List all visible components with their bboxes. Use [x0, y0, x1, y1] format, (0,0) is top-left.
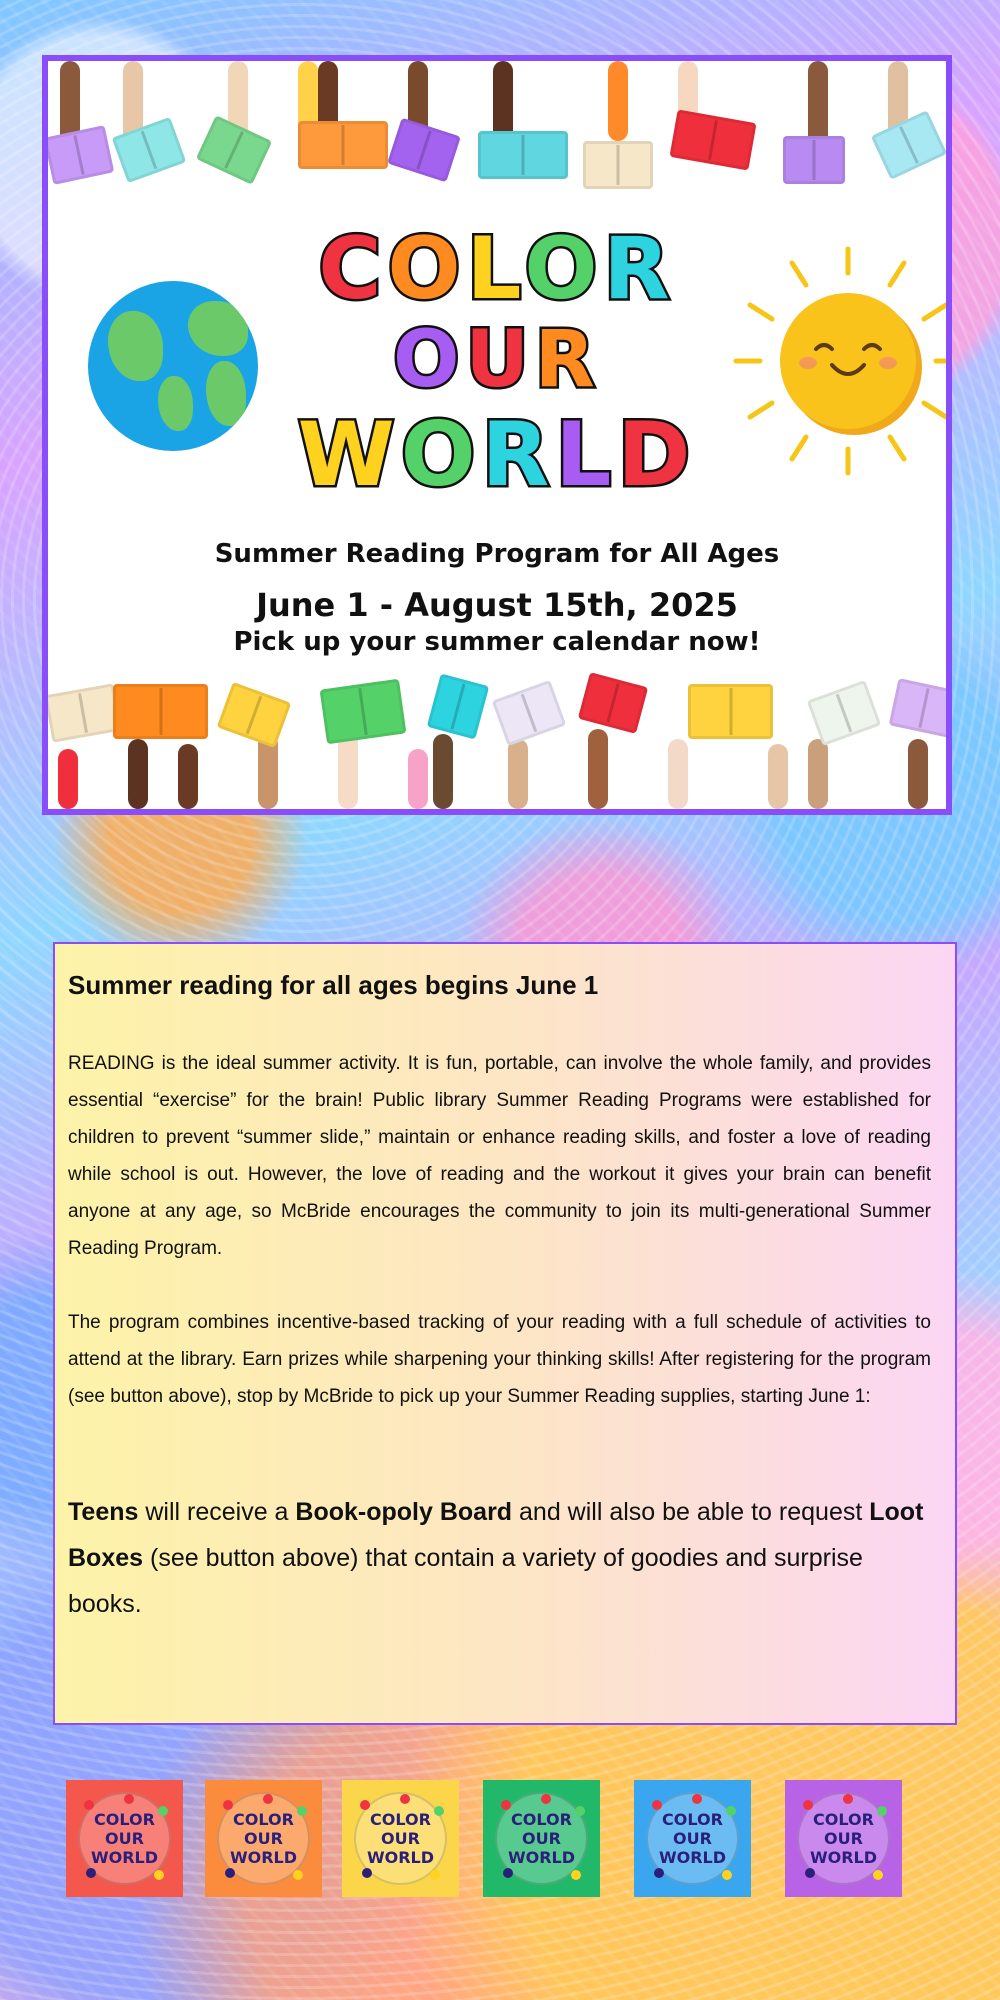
book-icon: [44, 125, 115, 185]
arm-illustration: [768, 744, 788, 809]
loot-boxes-label: Loot Boxes: [68, 1498, 924, 1572]
title-letter: O: [400, 403, 482, 506]
decorative-dot: [400, 1794, 410, 1804]
arm-illustration: [588, 729, 608, 809]
arm-illustration: [508, 739, 528, 809]
calendar-call-to-action: Pick up your summer calendar now!: [233, 627, 761, 657]
decorative-dot: [692, 1794, 702, 1804]
title-letter: U: [465, 315, 535, 405]
title-letter: L: [555, 403, 618, 506]
decorative-dot: [541, 1794, 551, 1804]
decorative-dot: [263, 1794, 273, 1804]
title-letter: R: [481, 403, 556, 506]
arm-illustration: [808, 739, 828, 809]
badge-text: WORLD: [366, 1848, 435, 1867]
teens-paragraph: [68, 1489, 931, 1627]
arm-illustration: [668, 739, 688, 809]
decorative-dot: [501, 1800, 511, 1810]
decorative-dot: [654, 1868, 664, 1878]
book-icon: [578, 672, 648, 734]
book-icon: [783, 136, 845, 184]
decorative-dot: [360, 1800, 370, 1810]
book-icon: [44, 683, 121, 742]
program-dates: June 1 - August 15th, 2025: [256, 586, 738, 624]
decorative-dot: [873, 1870, 883, 1880]
color-our-world-badge: [342, 1780, 459, 1897]
arm-illustration: [408, 749, 428, 809]
decorative-dot: [430, 1870, 440, 1880]
title-letter: R: [603, 219, 676, 319]
badge-text: OUR: [105, 1829, 144, 1848]
book-icon: [320, 679, 407, 745]
intro-paragraph: READING is the ideal summer activity. It is fun, portable, can involve the whole family, and provides essential “exercise” for the brain! Public library Summer Reading Programs were established for children to prevent “summer slide,” maintain or enhance reading skills, and foster a love of reading while school is out. However, the love of reading and the workout it gives your brain can benefit anyone at any age, so McBride encourages the community to join its multi-generational Summer Reading Program.: [68, 1053, 931, 1259]
color-our-world-badge: [205, 1780, 322, 1897]
summer-reading-info-card: [53, 942, 957, 1725]
program-paragraph: The program combines incentive-based tracking of your reading with a full schedule of activities to attend at the library. Earn prizes while sharpening your thinking skills! After registering for the program (see button above), stop by McBride to pick up your Summer Reading supplies, starting June 1:: [68, 1312, 931, 1407]
arm-illustration: [58, 749, 78, 809]
decorative-dot: [805, 1868, 815, 1878]
decorative-dot: [362, 1868, 372, 1878]
section-heading: Summer reading for all ages begins June 1: [68, 970, 599, 1000]
book-icon: [688, 684, 773, 739]
teens-label: Teens: [68, 1498, 139, 1526]
book-icon: [196, 115, 272, 185]
badge-text: OUR: [381, 1829, 420, 1848]
arm-illustration: [128, 739, 148, 809]
arm-illustration: [908, 739, 928, 809]
decorative-dot: [223, 1800, 233, 1810]
badge-text: WORLD: [809, 1848, 878, 1867]
title-letter: R: [534, 315, 601, 405]
badge-text: COLOR: [233, 1810, 294, 1829]
title-letter: O: [387, 219, 467, 319]
badge-text: COLOR: [813, 1810, 874, 1829]
smiling-sun-icon: [728, 241, 952, 481]
decorative-dot: [652, 1800, 662, 1810]
badge-text: COLOR: [662, 1810, 723, 1829]
program-banner: [42, 55, 952, 815]
title-letter: C: [318, 219, 388, 319]
badge-text: OUR: [244, 1829, 283, 1848]
title-letter: D: [617, 403, 697, 506]
badge-text: OUR: [824, 1829, 863, 1848]
color-our-world-badge: [66, 1780, 183, 1897]
color-our-world-badge: [785, 1780, 902, 1897]
decorative-dot: [503, 1868, 513, 1878]
badge-text: OUR: [673, 1829, 712, 1848]
badge-text: COLOR: [511, 1810, 572, 1829]
arm-illustration: [178, 744, 198, 809]
badge-text: WORLD: [658, 1848, 727, 1867]
program-subtitle: Summer Reading Program for All Ages: [214, 539, 780, 569]
decorative-dot: [86, 1868, 96, 1878]
arm-illustration: [433, 734, 453, 809]
title-letter: O: [524, 219, 604, 319]
title-letter: O: [393, 315, 466, 405]
title-letter: W: [297, 403, 401, 506]
book-icon: [478, 131, 568, 179]
title-letter: L: [466, 219, 525, 319]
color-our-world-badge: [634, 1780, 751, 1897]
decorative-dot: [293, 1870, 303, 1880]
decorative-dot: [154, 1870, 164, 1880]
book-icon: [387, 118, 461, 183]
decorative-dot: [843, 1794, 853, 1804]
badge-text: COLOR: [370, 1810, 431, 1829]
book-icon: [807, 680, 882, 746]
book-icon: [583, 141, 653, 189]
bottom-hands-with-books-illustration: [48, 679, 946, 809]
book-icon: [669, 109, 756, 170]
badge-text: OUR: [522, 1829, 561, 1848]
book-icon: [427, 673, 490, 739]
decorative-dot: [722, 1870, 732, 1880]
teens-text: and will also be able to request: [512, 1498, 870, 1526]
arm-illustration: [608, 61, 628, 141]
decorative-dot: [225, 1868, 235, 1878]
decorative-dot: [84, 1800, 94, 1810]
book-icon: [871, 110, 947, 180]
teens-text: (see button above) that contain a variety of goodies and surprise books.: [68, 1544, 863, 1618]
badge-text: COLOR: [94, 1810, 155, 1829]
book-icon: [217, 682, 292, 748]
book-icon: [113, 684, 208, 739]
color-our-world-badges: [0, 1780, 1000, 1900]
decorative-dot: [124, 1794, 134, 1804]
decorative-dot: [571, 1870, 581, 1880]
color-our-world-badge: [483, 1780, 600, 1897]
book-icon: [889, 678, 952, 738]
teens-text: will receive a: [138, 1498, 296, 1526]
bookopoly-board-label: Book-opoly Board: [295, 1498, 513, 1526]
badge-text: WORLD: [507, 1848, 576, 1867]
badge-text: WORLD: [229, 1848, 298, 1867]
badge-text: WORLD: [90, 1848, 159, 1867]
top-hands-with-books-illustration: [48, 61, 946, 191]
decorative-dot: [803, 1800, 813, 1810]
book-icon: [492, 680, 567, 746]
book-icon: [298, 121, 388, 169]
